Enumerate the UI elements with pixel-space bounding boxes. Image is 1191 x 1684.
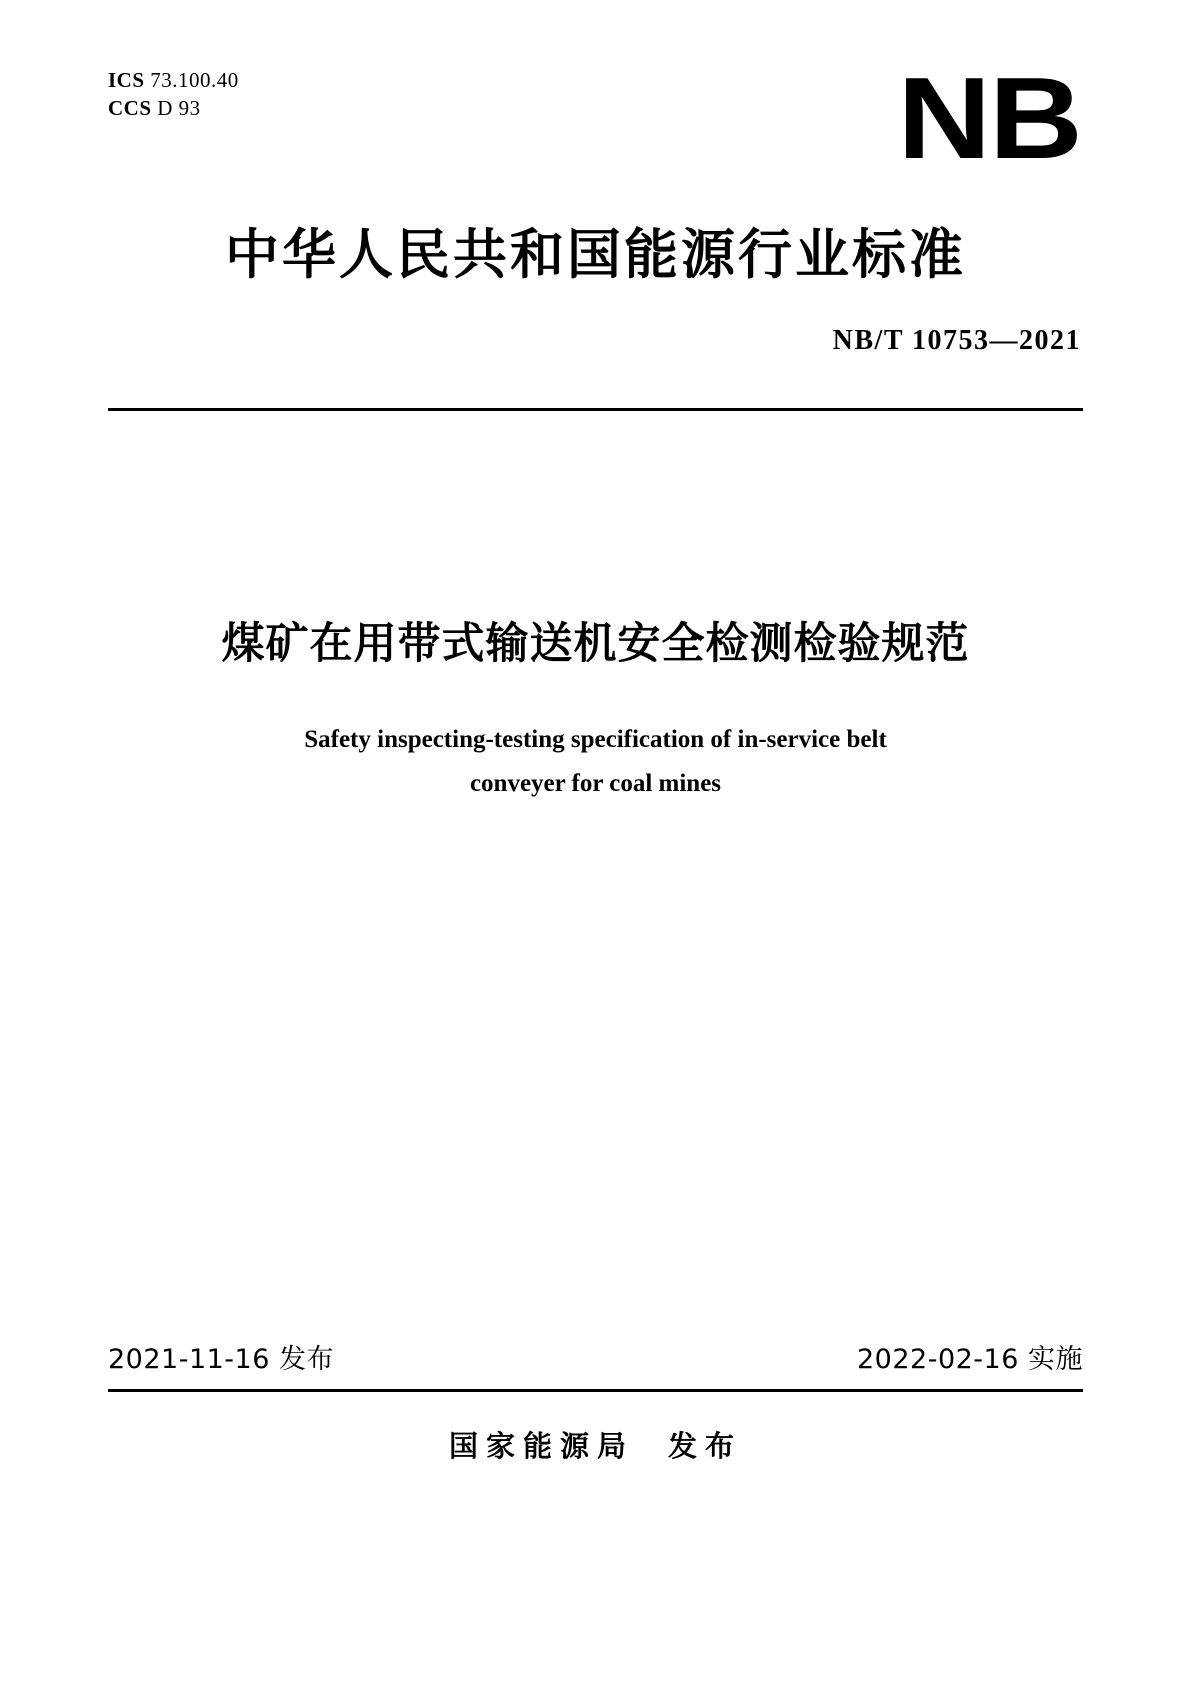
classification-codes bbox=[108, 66, 239, 123]
effective-date: 2022-02-16 实施 bbox=[857, 1344, 1083, 1375]
issuer-line bbox=[108, 1424, 1083, 1465]
header-divider bbox=[108, 408, 1083, 411]
ics-value: 73.100.40 bbox=[150, 68, 239, 92]
ccs-label: CCS bbox=[108, 96, 152, 121]
issuer-verb: 发布 bbox=[668, 1429, 743, 1463]
standard-series-title: 中华人民共和国能源行业标准 bbox=[225, 223, 966, 286]
ics-label: ICS bbox=[108, 68, 145, 92]
document-title-chinese: 煤矿在用带式输送机安全检测检验规范 bbox=[221, 619, 970, 669]
ccs-value: D 93 bbox=[157, 96, 201, 121]
issuer-organization: 国家能源局 bbox=[448, 1429, 634, 1463]
ics-code-line bbox=[108, 66, 239, 94]
date-row bbox=[108, 1337, 1083, 1373]
document-title-english-line1: Safety inspecting-testing specification of in-service belt bbox=[304, 726, 887, 753]
nb-logo: NB bbox=[897, 53, 1081, 183]
ccs-code-line bbox=[108, 94, 239, 122]
cover-header bbox=[108, 53, 1083, 210]
footer-divider bbox=[108, 1389, 1083, 1392]
issue-date: 2021-11-16 发布 bbox=[108, 1344, 334, 1375]
document-title-english bbox=[180, 718, 1011, 806]
document-title-english-line2: conveyer for coal mines bbox=[469, 770, 722, 797]
standard-number: NB/T 10753—2021 bbox=[832, 325, 1081, 356]
